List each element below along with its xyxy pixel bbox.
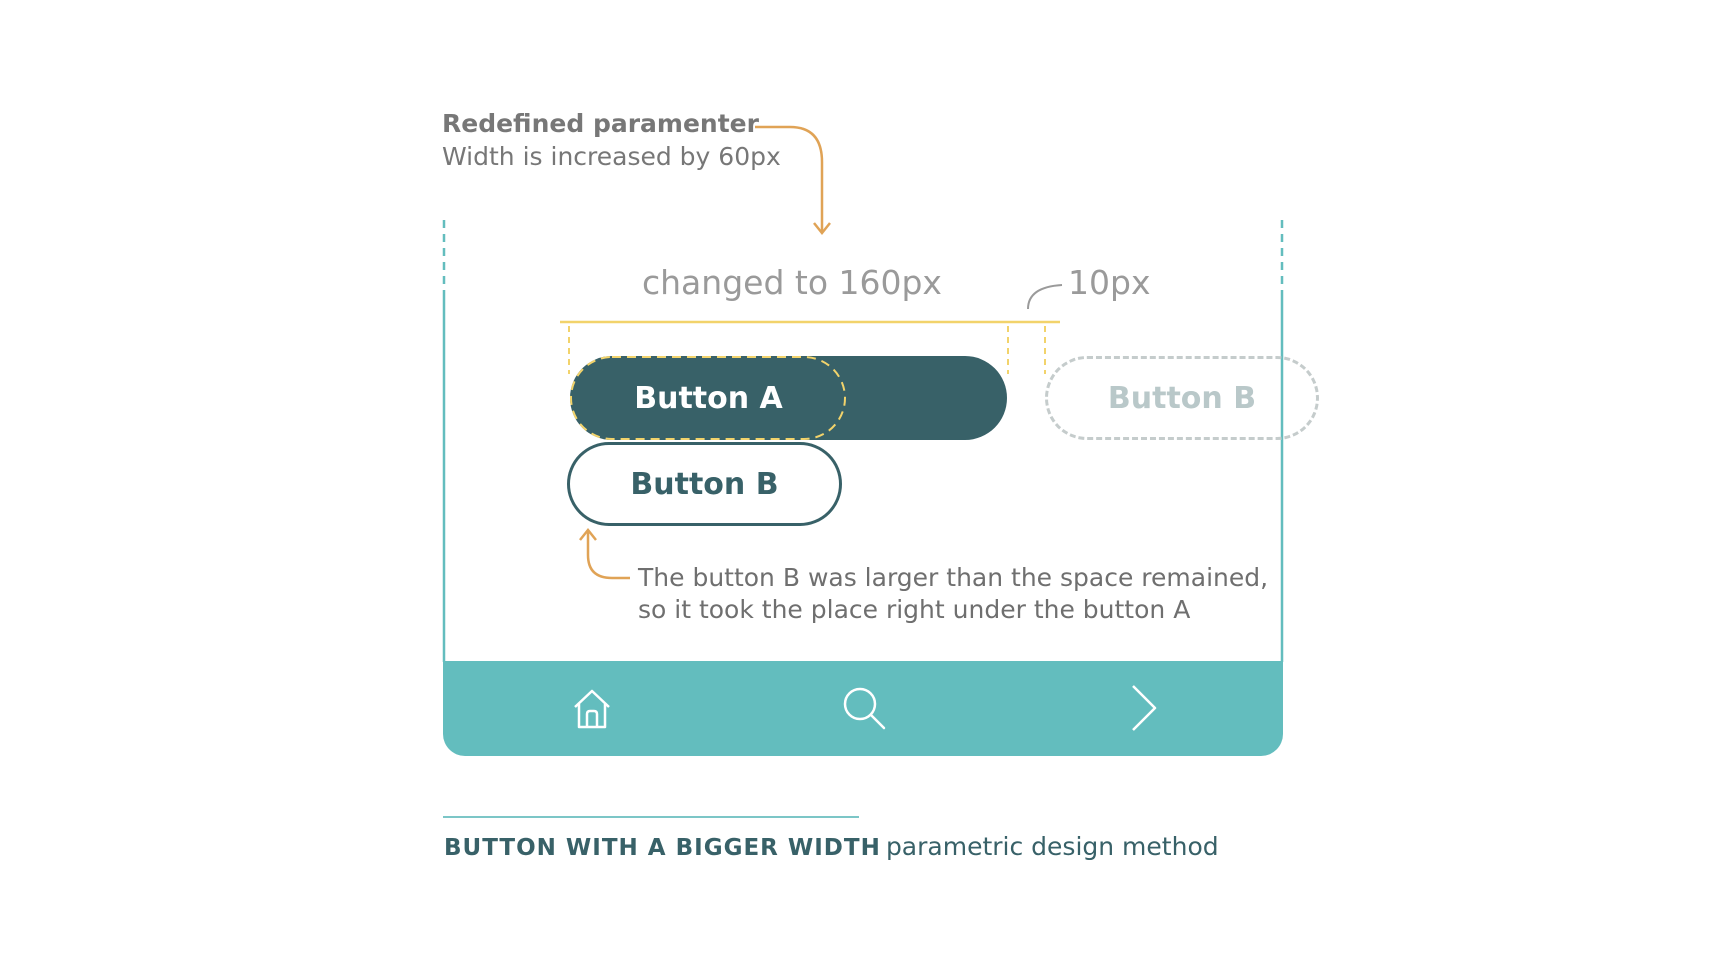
- button-b[interactable]: Button B: [567, 442, 842, 526]
- note-subtitle: Width is increased by 60px: [442, 142, 781, 171]
- button-a-label: Button A: [634, 380, 783, 416]
- gap-leader: [1028, 285, 1062, 309]
- gap-dimension-label: 10px: [1068, 263, 1151, 302]
- chevron-right-icon[interactable]: [1119, 683, 1169, 733]
- ghost-button-b: Button B: [1045, 356, 1319, 440]
- caption-title: BUTTON WITH A BIGGER WIDTH: [444, 835, 881, 861]
- note-title: Redefined paramenter: [442, 109, 759, 138]
- caption-subtitle: parametric design method: [885, 832, 1219, 861]
- home-icon[interactable]: [567, 683, 617, 733]
- tab-bar: [443, 661, 1283, 756]
- caption-rule: [443, 816, 859, 818]
- width-dimension-label: changed to 160px: [642, 263, 942, 302]
- caption: [444, 831, 1219, 866]
- search-icon[interactable]: [839, 683, 889, 733]
- explanation-line-1: The button B was larger than the space remained,: [638, 563, 1269, 592]
- explanation: [638, 562, 1268, 626]
- explanation-line-2: so it took the place right under the button A: [638, 595, 1191, 624]
